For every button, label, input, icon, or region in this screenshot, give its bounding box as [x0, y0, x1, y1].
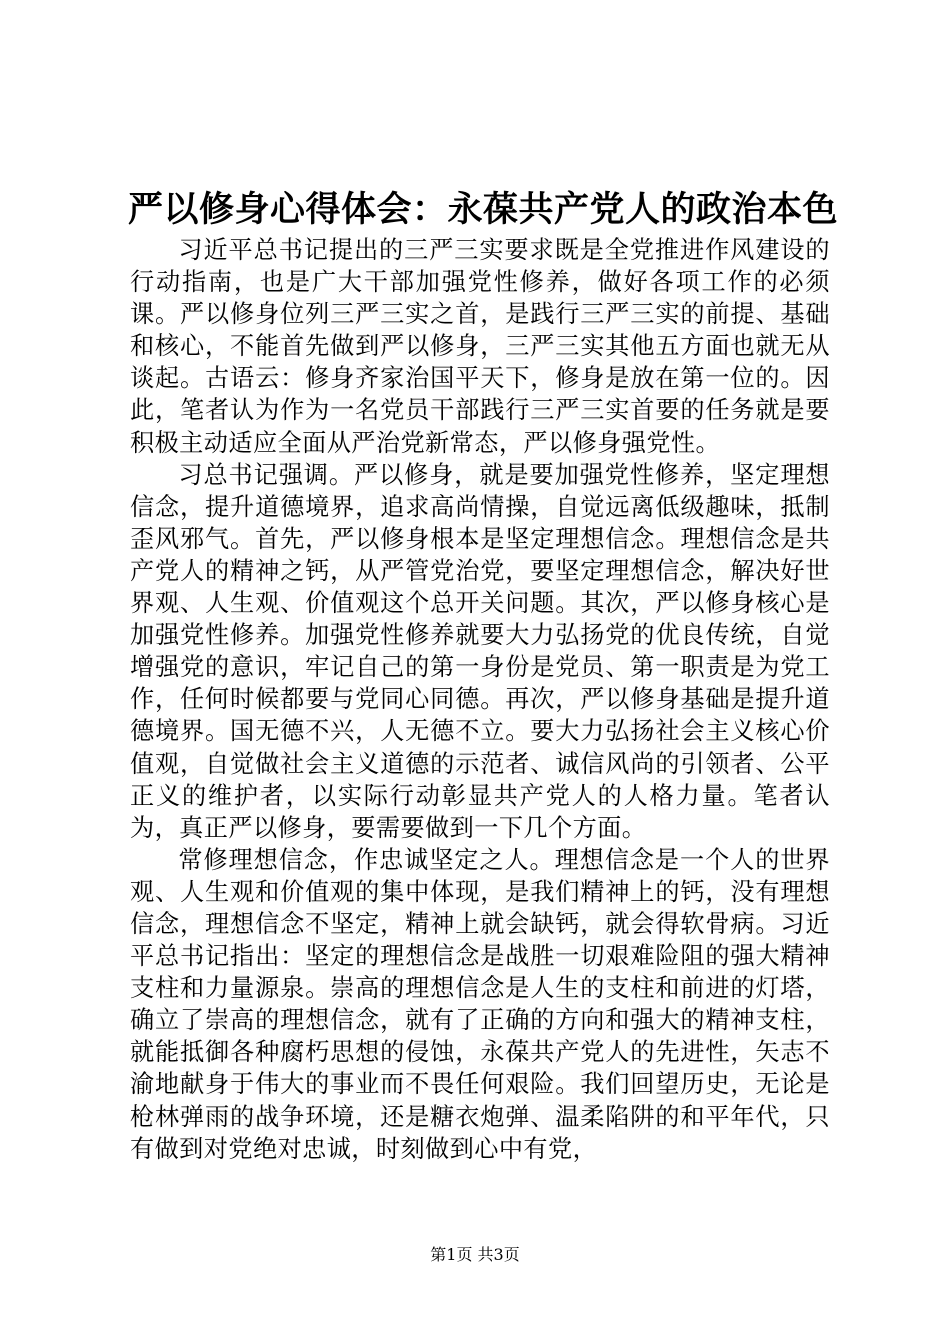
page-footer: 第1页 共3页 [430, 1245, 520, 1264]
paragraph-2: 习总书记强调。严以修身，就是要加强党性修养，坚定理想信念，提升道德境界，追求高尚情操，自觉远离低级趣味，抵制歪风邪气。首先，严以修身根本是坚定理想信念。理想信念是共产党人的精神之钙，从严管党治党，要坚定理想信念，解决好世界观、人生观、价值观这个总开关问题。其次，严以修身核心是加强党性修养。加强党性修养就要大力弘扬党的优良传统，自觉增强党的意识，牢记自己的第一身份是党员、第一职责是为党工作，任何时候都要与党同心同德。再次，严以修身基础是提升道德境界。国无德不兴，人无德不立。要大力弘扬社会主义核心价值观，自觉做社会主义道德的示范者、诚信风尚的引领者、公平正义的维护者，以实际行动彰显共产党人的人格力量。笔者认为，真正严以修身，要需要做到一下几个方面。 [130, 460, 830, 842]
paragraph-1: 习近平总书记提出的三严三实要求既是全党推进作风建设的行动指南，也是广大干部加强党性修养，做好各项工作的必须课。严以修身位列三严三实之首，是践行三严三实的前提、基础和核心，不能首先做到严以修身，三严三实其他五方面也就无从谈起。古语云：修身齐家治国平天下，修身是放在第一位的。因此，笔者认为作为一名党员干部践行三严三实首要的任务就是要积极主动适应全面从严治党新常态，严以修身强党性。 [130, 236, 830, 457]
paragraph-3: 常修理想信念，作忠诚坚定之人。理想信念是一个人的世界观、人生观和价值观的集中体现，是我们精神上的钙，没有理想信念，理想信念不坚定，精神上就会缺钙，就会得软骨病。习近平总书记指出：坚定的理想信念是战胜一切艰难险阻的强大精神支柱和力量源泉。崇高的理想信念是人生的支柱和前进的灯塔，确立了崇高的理想信念，就有了正确的方向和强大的精神支柱，就能抵御各种腐朽思想的侵蚀，永葆共产党人的先进性，矢志不渝地献身于伟大的事业而不畏任何艰险。我们回望历史，无论是枪林弹雨的战争环境，还是糖衣炮弹、温柔陷阱的和平年代，只有做到对党绝对忠诚，时刻做到心中有党， [130, 845, 830, 1163]
document-body [130, 234, 830, 1165]
document-title: 严以修身心得体会：永葆共产党人的政治本色 [128, 189, 839, 230]
